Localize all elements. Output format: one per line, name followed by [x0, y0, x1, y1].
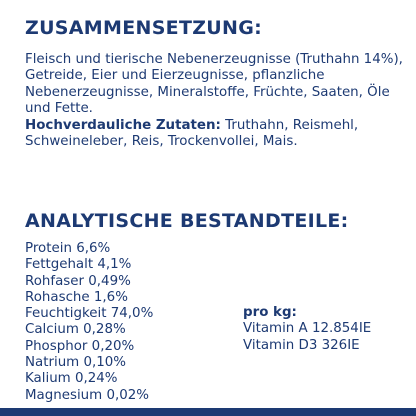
analysis-item: Rohasche 1,6% [25, 289, 128, 305]
bottom-accent-bar [0, 408, 416, 416]
analysis-item: Fettgehalt 4,1% [25, 257, 132, 273]
analysis-item: Calcium 0,28% [25, 322, 126, 338]
highly-digestible-text: Truthahn, Reismehl, Schweineleber, Reis, Trockenvollei, Mais. [25, 117, 359, 150]
composition-section [25, 52, 405, 150]
analysis-item: Feuchtigkeit 74,0% [25, 306, 154, 322]
vitamin-item: Vitamin A 12.854IE [243, 321, 372, 337]
analysis-item: Kalium 0,24% [25, 371, 118, 387]
per-kg-list [243, 321, 371, 354]
vitamin-item: Vitamin D3 326IE [243, 337, 360, 353]
composition-text: Fleisch und tierische Nebenerzeugnisse (Truthahn 14%), Getreide, Eier und Eierzeugnisse, pflanzliche Nebenerzeugnisse, Mineralstoffe, Früchte, Saaten, Öle und Fette. [25, 52, 403, 117]
per-kg-title: pro kg: [243, 305, 297, 320]
highly-digestible-label: Hochverdauliche Zutaten: [25, 117, 221, 133]
analysis-heading: ANALYTISCHE BESTANDTEILE: [25, 210, 349, 232]
analysis-item: Magnesium 0,02% [25, 387, 150, 403]
analysis-item: Protein 6,6% [25, 241, 111, 256]
analysis-list [25, 241, 153, 404]
analysis-item: Rohfaser 0,49% [25, 273, 131, 289]
analysis-item: Phosphor 0,20% [25, 338, 135, 354]
highly-digestible-paragraph [25, 118, 405, 151]
composition-heading: ZUSAMMENSETZUNG: [25, 17, 263, 39]
per-kg-section [243, 305, 371, 354]
analysis-item: Natrium 0,10% [25, 355, 127, 371]
